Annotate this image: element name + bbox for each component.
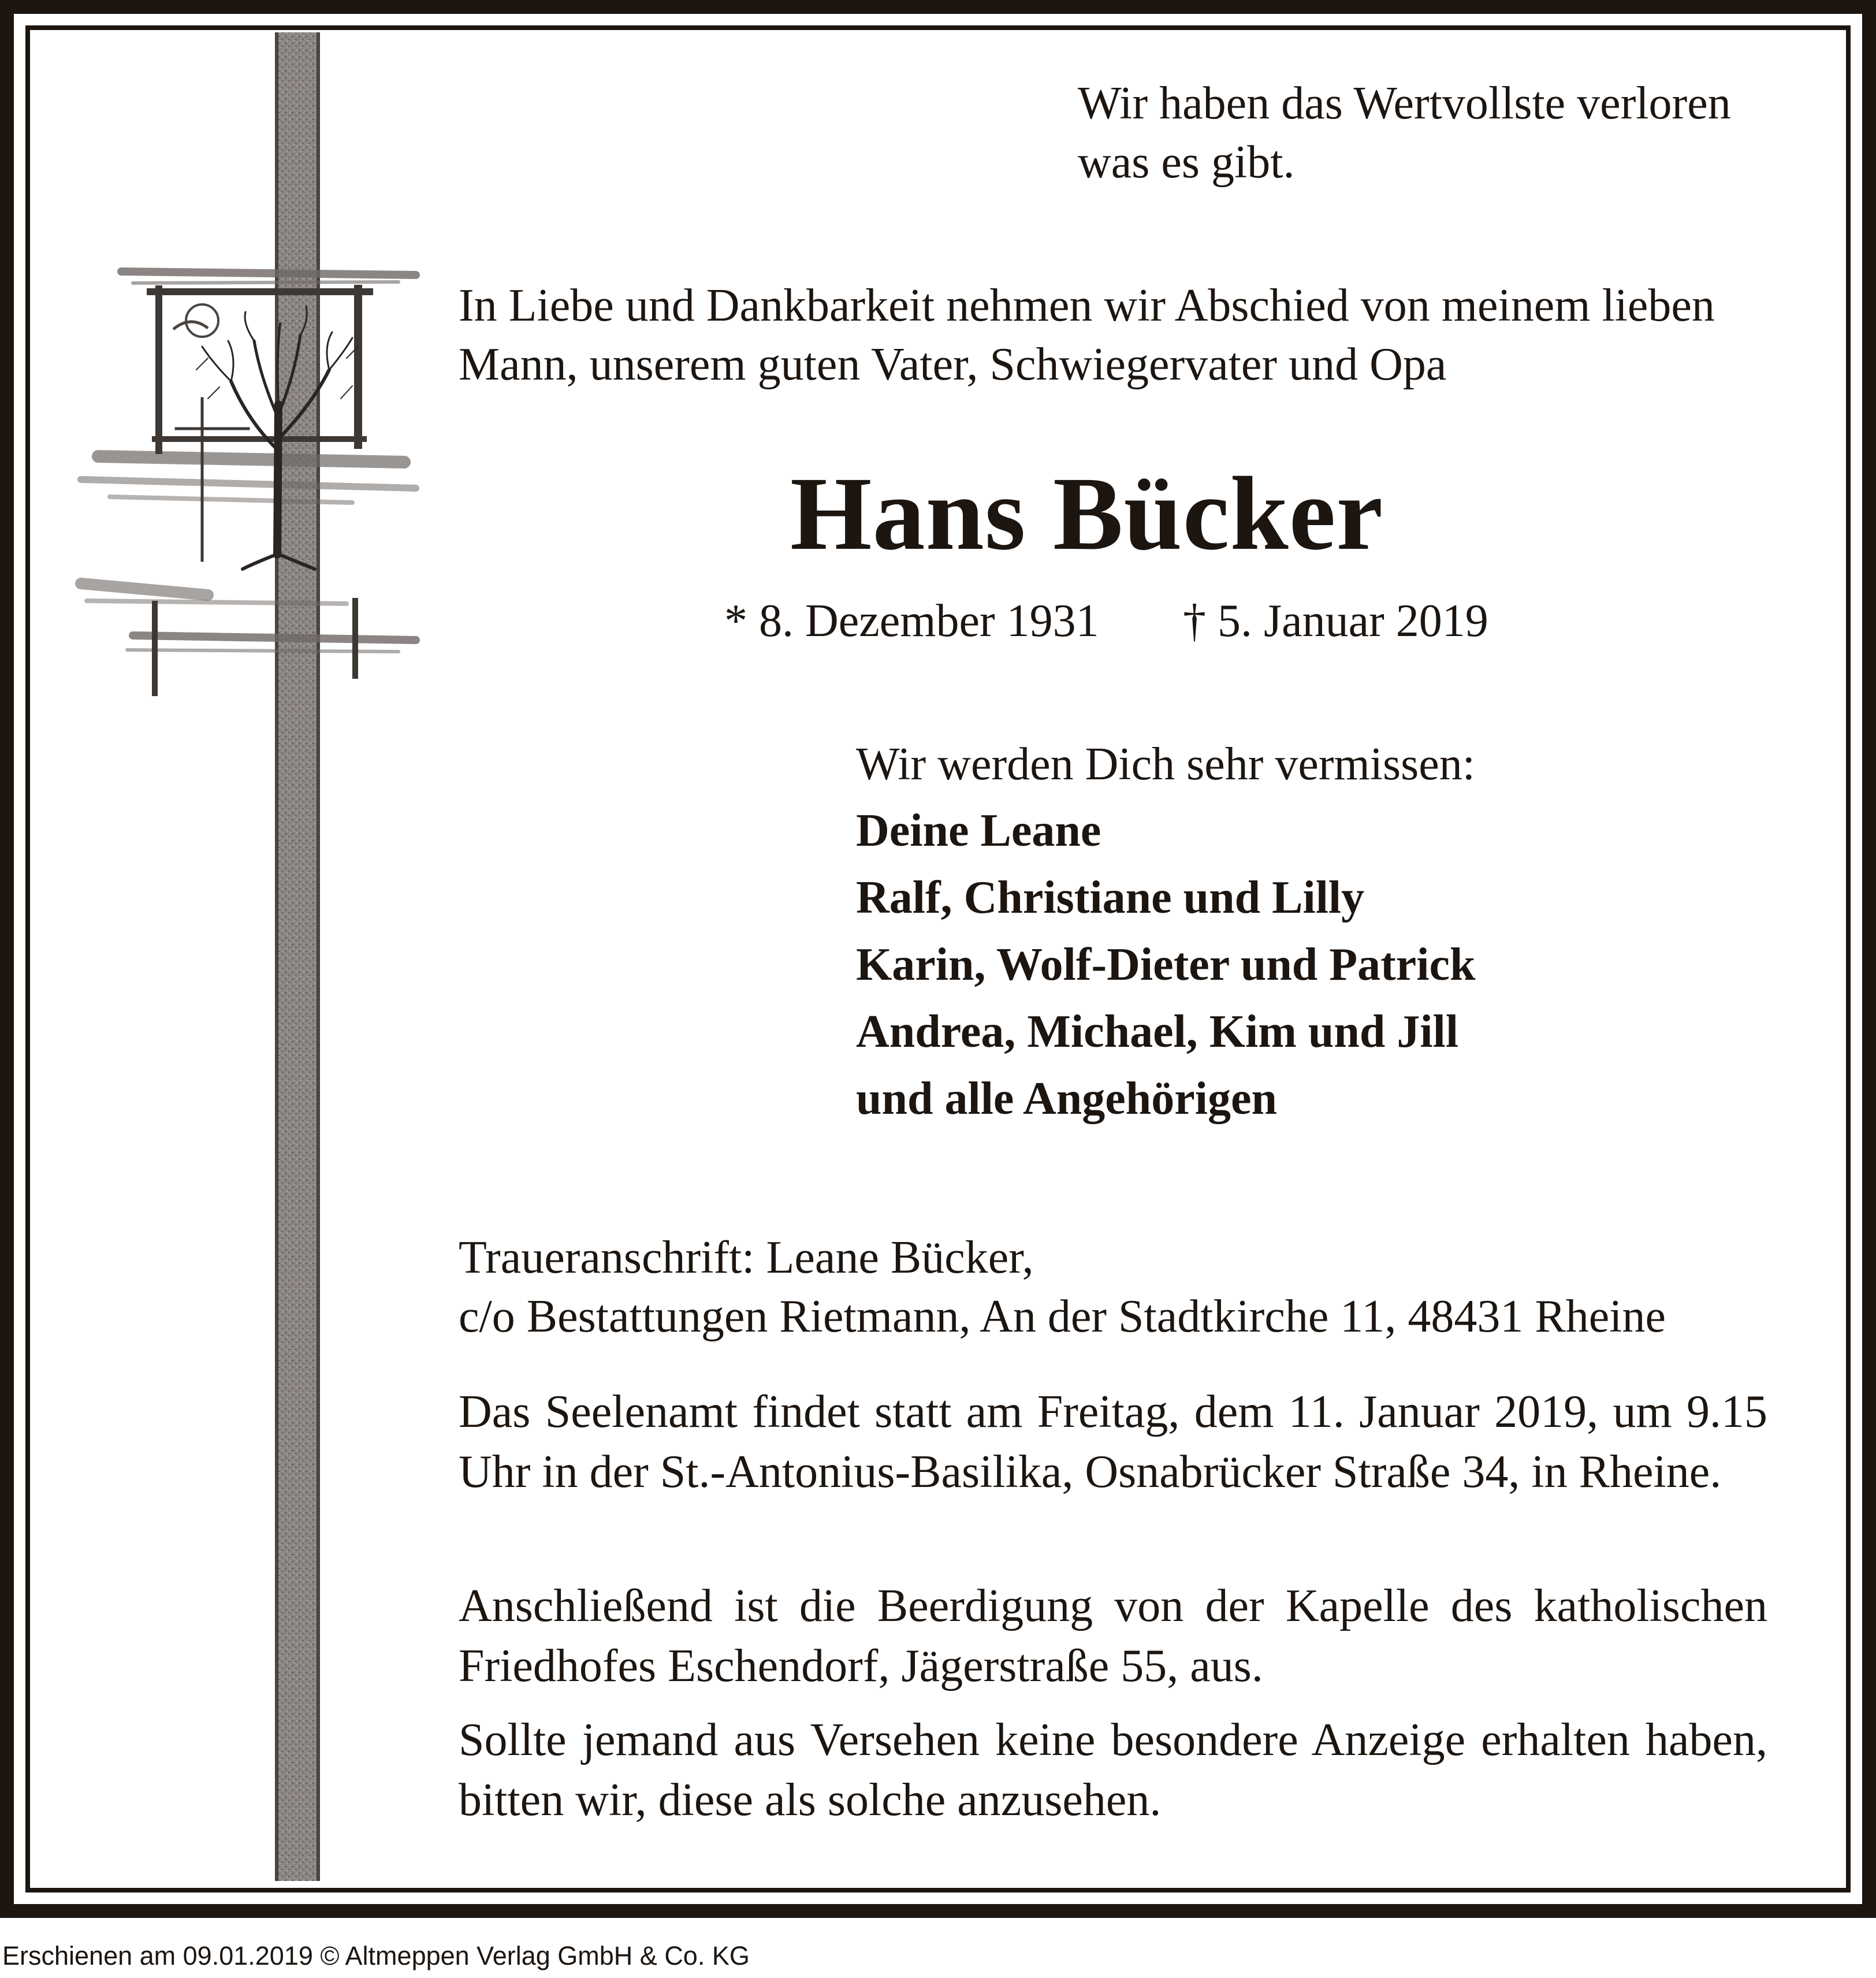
publication-footer: Erschienen am 09.01.2019 © Altmeppen Verlag GmbH & Co. KG [2,1941,750,1970]
mourning-address-line-2: c/o Bestattungen Rietmann, An der Stadtkirche 11, 48431 Rheine [459,1291,1666,1342]
death-date: † 5. Januar 2019 [1183,596,1488,646]
mourner-name: Andrea, Michael, Kim und Jill [856,1006,1459,1057]
mourner-name: Karin, Wolf-Dieter und Patrick [856,939,1476,990]
sun-sketch [173,304,218,337]
motto-line-1: Wir haben das Wertvollste verloren [1078,78,1731,129]
mourner-name: Ralf, Christiane und Lilly [856,872,1365,923]
mourner-name: Deine Leane [856,805,1101,856]
birth-date: * 8. Dezember 1931 [724,596,1099,646]
motto-line-2: was es gibt. [1078,137,1295,188]
mourning-address-line-1: Traueranschrift: Leane Bücker, [459,1232,1034,1283]
cross-tree-artwork [0,0,439,1906]
burial-paragraph: Anschließend ist die Beerdigung von der Kapelle des katholischen Friedhofes Eschendorf, Jägerstraße 55, aus. [459,1581,1767,1691]
cross-beam [275,32,320,1881]
deceased-name: Hans Bücker [790,456,1384,572]
intro-line-1: In Liebe und Dankbarkeit nehmen wir Abschied von meinem lieben [459,280,1715,331]
intro-line-2: Mann, unserem guten Vater, Schwiegervater und Opa [459,339,1447,390]
mourner-name: und alle Angehörigen [856,1073,1278,1124]
notice-paragraph: Sollte jemand aus Versehen keine besondere Anzeige erhalten haben, bitten wir, diese als solche anzusehen. [459,1715,1767,1825]
requiem-paragraph: Das Seelenamt findet statt am Freitag, dem 11. Januar 2019, um 9.15 Uhr in der St.-Antonius-Basilika, Osnabrücker Straße 34, in Rheine. [459,1386,1767,1497]
mourners-heading: Wir werden Dich sehr vermissen: [856,739,1475,790]
